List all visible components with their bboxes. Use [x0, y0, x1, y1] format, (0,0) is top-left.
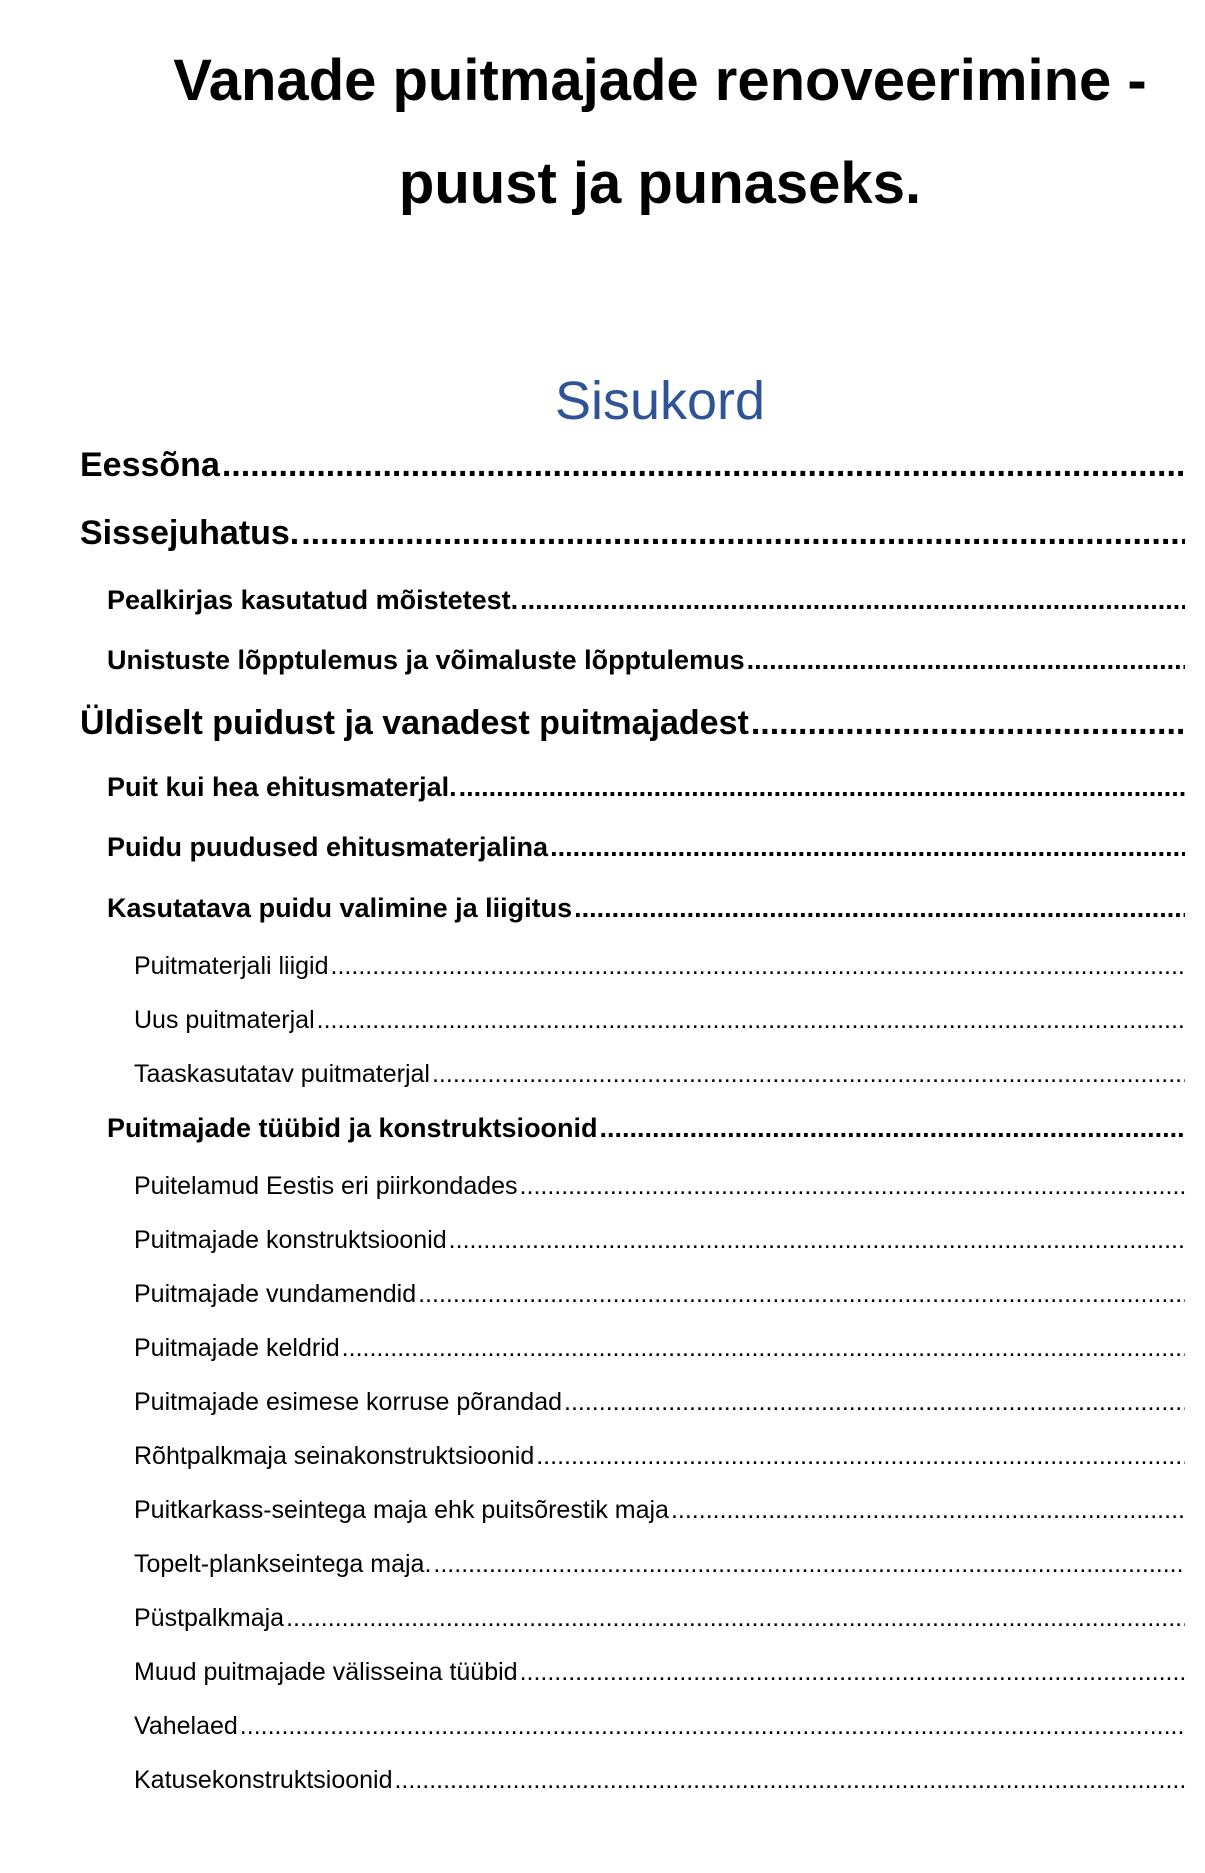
toc-entry[interactable] — [107, 1113, 1185, 1144]
toc-entry-label: Puitkarkass-seintega maja ehk puitsõrestik maja — [134, 1496, 669, 1524]
toc-entry[interactable] — [134, 1766, 1185, 1795]
toc-leader-dots — [433, 1550, 1185, 1579]
document-title-line-1: Vanade puitmajade renoveerimine - — [173, 48, 1147, 113]
toc-leader-dots — [747, 645, 1185, 676]
toc-entry[interactable] — [134, 1172, 1185, 1201]
toc-leader-dots — [550, 832, 1185, 863]
toc-entry[interactable] — [134, 1226, 1185, 1255]
toc-entry[interactable] — [134, 1658, 1185, 1687]
toc-entry[interactable] — [134, 1496, 1185, 1525]
toc-entry-label: Katusekonstruktsioonid — [134, 1766, 393, 1794]
toc-entry-label: Kasutatava puidu valimine ja liigitus — [107, 893, 573, 923]
toc-entry-label: Sissejuhatus. — [80, 514, 300, 552]
toc-entry[interactable] — [80, 704, 1185, 743]
toc-entry[interactable] — [134, 1712, 1185, 1741]
toc-entry[interactable] — [134, 1442, 1185, 1471]
toc-leader-dots — [394, 1766, 1185, 1795]
toc-entry-label: Puitmaterjali liigid — [134, 952, 329, 980]
toc-entry-label: Üldiselt puidust ja vanadest puitmajadest — [80, 704, 749, 742]
toc-entry[interactable] — [134, 1060, 1185, 1089]
toc-entry[interactable] — [107, 832, 1185, 863]
toc-entry[interactable] — [134, 1388, 1185, 1417]
toc-entry[interactable] — [107, 585, 1185, 616]
toc-entry-label: Vahelaed — [134, 1712, 238, 1740]
toc-entry-label: Unistuste lõpptulemus ja võimaluste lõpptulemus — [107, 645, 745, 675]
toc-leader-dots — [520, 585, 1185, 616]
toc-entry[interactable] — [134, 1006, 1185, 1035]
toc-leader-dots — [342, 1334, 1185, 1363]
toc-leader-dots — [301, 514, 1185, 553]
toc-entry[interactable] — [134, 1280, 1185, 1309]
toc-leader-dots — [574, 893, 1185, 924]
toc-entry[interactable] — [107, 772, 1185, 803]
toc-entry-label: Puitmajade keldrid — [134, 1334, 340, 1362]
toc-entry-label: Puitmajade esimese korruse põrandad — [134, 1388, 563, 1416]
toc-leader-dots — [449, 1226, 1185, 1255]
toc-entry-label: Topelt-plankseintega maja. — [134, 1550, 432, 1578]
toc-entry-label: Eessõna — [80, 446, 220, 484]
toc-entry[interactable] — [80, 446, 1185, 485]
toc-leader-dots — [286, 1604, 1185, 1633]
toc-entry-label: Rõhtpalkmaja seinakonstruktsioonid — [134, 1442, 535, 1470]
toc-heading: Sisukord — [554, 371, 766, 431]
toc-entry-label: Puitmajade tüübid ja konstruktsioonid — [107, 1113, 598, 1143]
toc-leader-dots — [317, 1006, 1185, 1035]
document-title-line-2: puust ja punaseks. — [398, 151, 922, 216]
toc-entry[interactable] — [134, 1604, 1185, 1633]
toc-entry-label: Puidu puudused ehitusmaterjalina — [107, 832, 549, 862]
toc-leader-dots — [520, 1172, 1185, 1201]
toc-entry[interactable] — [134, 1550, 1185, 1579]
toc-entry[interactable] — [107, 645, 1185, 676]
toc-leader-dots — [564, 1388, 1185, 1417]
toc-leader-dots — [751, 704, 1185, 743]
toc-entry-label: Taaskasutatav puitmaterjal — [134, 1060, 430, 1088]
toc-leader-dots — [671, 1496, 1185, 1525]
toc-entry-label: Pealkirjas kasutatud mõistetest. — [107, 585, 519, 615]
toc-entry-label: Puitmajade vundamendid — [134, 1280, 417, 1308]
toc-leader-dots — [520, 1658, 1185, 1687]
toc-leader-dots — [459, 772, 1185, 803]
toc-leader-dots — [418, 1280, 1185, 1309]
toc-entry-label: Püstpalkmaja — [134, 1604, 285, 1632]
toc-leader-dots — [222, 446, 1185, 485]
toc-entry-label: Puit kui hea ehitusmaterjal. — [107, 772, 457, 802]
toc-leader-dots — [432, 1060, 1185, 1089]
toc-entry[interactable] — [107, 893, 1185, 924]
toc-entry[interactable] — [134, 952, 1185, 981]
toc-leader-dots — [600, 1113, 1185, 1144]
toc-entry-label: Puitmajade konstruktsioonid — [134, 1226, 447, 1254]
toc-entry-label: Muud puitmajade välisseina tüübid — [134, 1658, 518, 1686]
toc-entry-label: Puitelamud Eestis eri piirkondades — [134, 1172, 518, 1200]
toc-entry[interactable] — [80, 514, 1185, 553]
toc-entry[interactable] — [134, 1334, 1185, 1363]
toc-leader-dots — [331, 952, 1185, 981]
toc-entry-label: Uus puitmaterjal — [134, 1006, 315, 1034]
toc-leader-dots — [240, 1712, 1185, 1741]
toc-leader-dots — [536, 1442, 1185, 1471]
